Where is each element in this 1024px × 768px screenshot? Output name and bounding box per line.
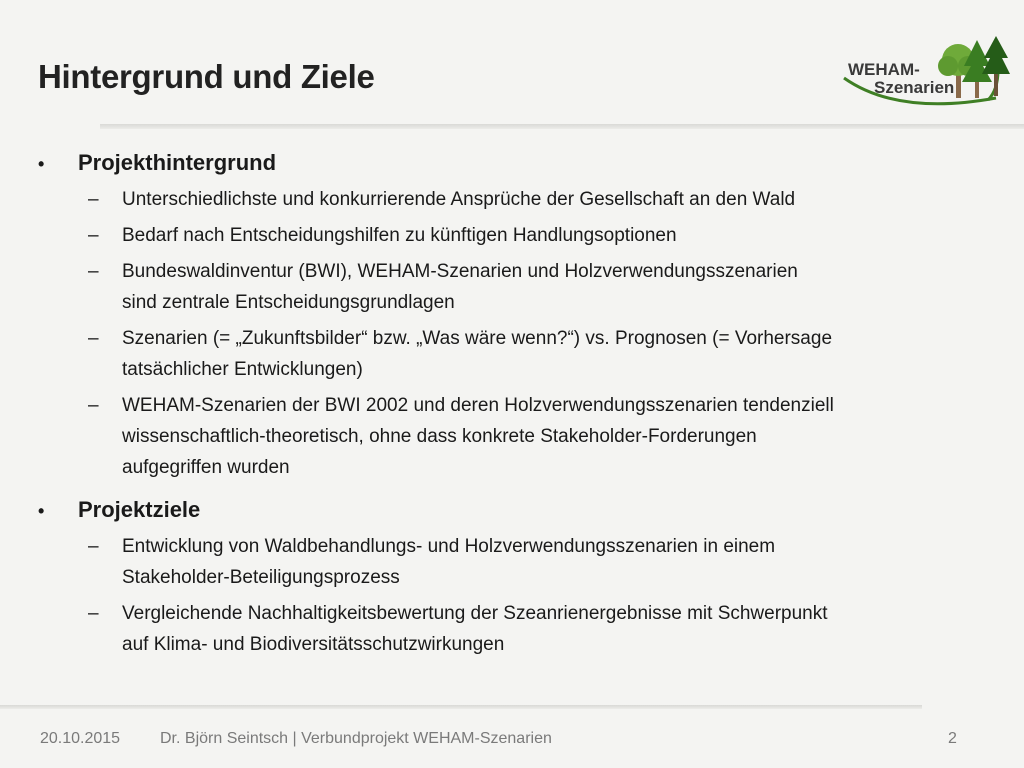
bullet-icon: •: [38, 501, 45, 521]
title-divider: [100, 124, 1024, 129]
list-item-text: Szenarien (= „Zukunftsbilder“ bzw. „Was wäre wenn?“) vs. Prognosen (= Vorhersage tatsächlicher Entwicklungen): [122, 328, 833, 380]
slide-title: Hintergrund und Ziele: [38, 58, 375, 95]
sub-list: [88, 184, 1008, 483]
dash-icon: –: [88, 189, 99, 210]
list-item-text: WEHAM-Szenarien der BWI 2002 und deren Holzverwendungsszenarien tendenziell wissenschaftlich-theoretisch, ohne dass konkrete Stakeholder-Forderungen aufgegriffen wurden: [122, 395, 834, 478]
list-item: [88, 184, 1008, 215]
list-item: [88, 531, 1008, 593]
dash-icon: –: [88, 603, 99, 624]
section-projekthintergrund: [38, 150, 1008, 483]
footer-author: Dr. Björn Seintsch | Verbundprojekt WEHAM-Szenarien: [160, 730, 552, 747]
list-item: [88, 598, 1008, 660]
section-heading: Projekthintergrund: [78, 150, 277, 175]
bullet-icon: •: [38, 154, 45, 174]
list-item-text: Unterschiedlichste und konkurrierende Ansprüche der Gesellschaft an den Wald: [122, 189, 796, 210]
footer-divider: [0, 705, 922, 709]
list-item-text: Entwicklung von Waldbehandlungs- und Holzverwendungsszenarien in einem Stakeholder-Beteiligungsprozess: [122, 536, 776, 588]
list-item: [88, 323, 1008, 385]
slide-content: [38, 150, 1008, 674]
footer-date: 20.10.2015: [40, 730, 121, 747]
dash-icon: –: [88, 328, 99, 349]
list-item-text: Vergleichende Nachhaltigkeitsbewertung der Szeanrienergebnisse mit Schwerpunkt auf Klima- und Biodiversitätsschutzwirkungen: [122, 603, 828, 655]
section-projektziele: [38, 497, 1008, 660]
list-item: [88, 256, 1008, 318]
logo-text-line2: Szenarien: [874, 78, 955, 97]
section-heading: Projektziele: [78, 497, 201, 522]
weham-szenarien-logo: [838, 30, 1018, 114]
list-item: [88, 390, 1008, 483]
list-item-text: Bedarf nach Entscheidungshilfen zu künftigen Handlungsoptionen: [122, 225, 677, 246]
sub-list: [88, 531, 1008, 660]
dash-icon: –: [88, 261, 99, 282]
dash-icon: –: [88, 395, 99, 416]
list-item: [88, 220, 1008, 251]
dash-icon: –: [88, 536, 99, 557]
page-number: 2: [948, 730, 957, 747]
dash-icon: –: [88, 225, 99, 246]
logo-text-line1: WEHAM-: [848, 60, 920, 79]
list-item-text: Bundeswaldinventur (BWI), WEHAM-Szenarien und Holzverwendungsszenarien sind zentrale Entscheidungsgrundlagen: [122, 261, 798, 313]
